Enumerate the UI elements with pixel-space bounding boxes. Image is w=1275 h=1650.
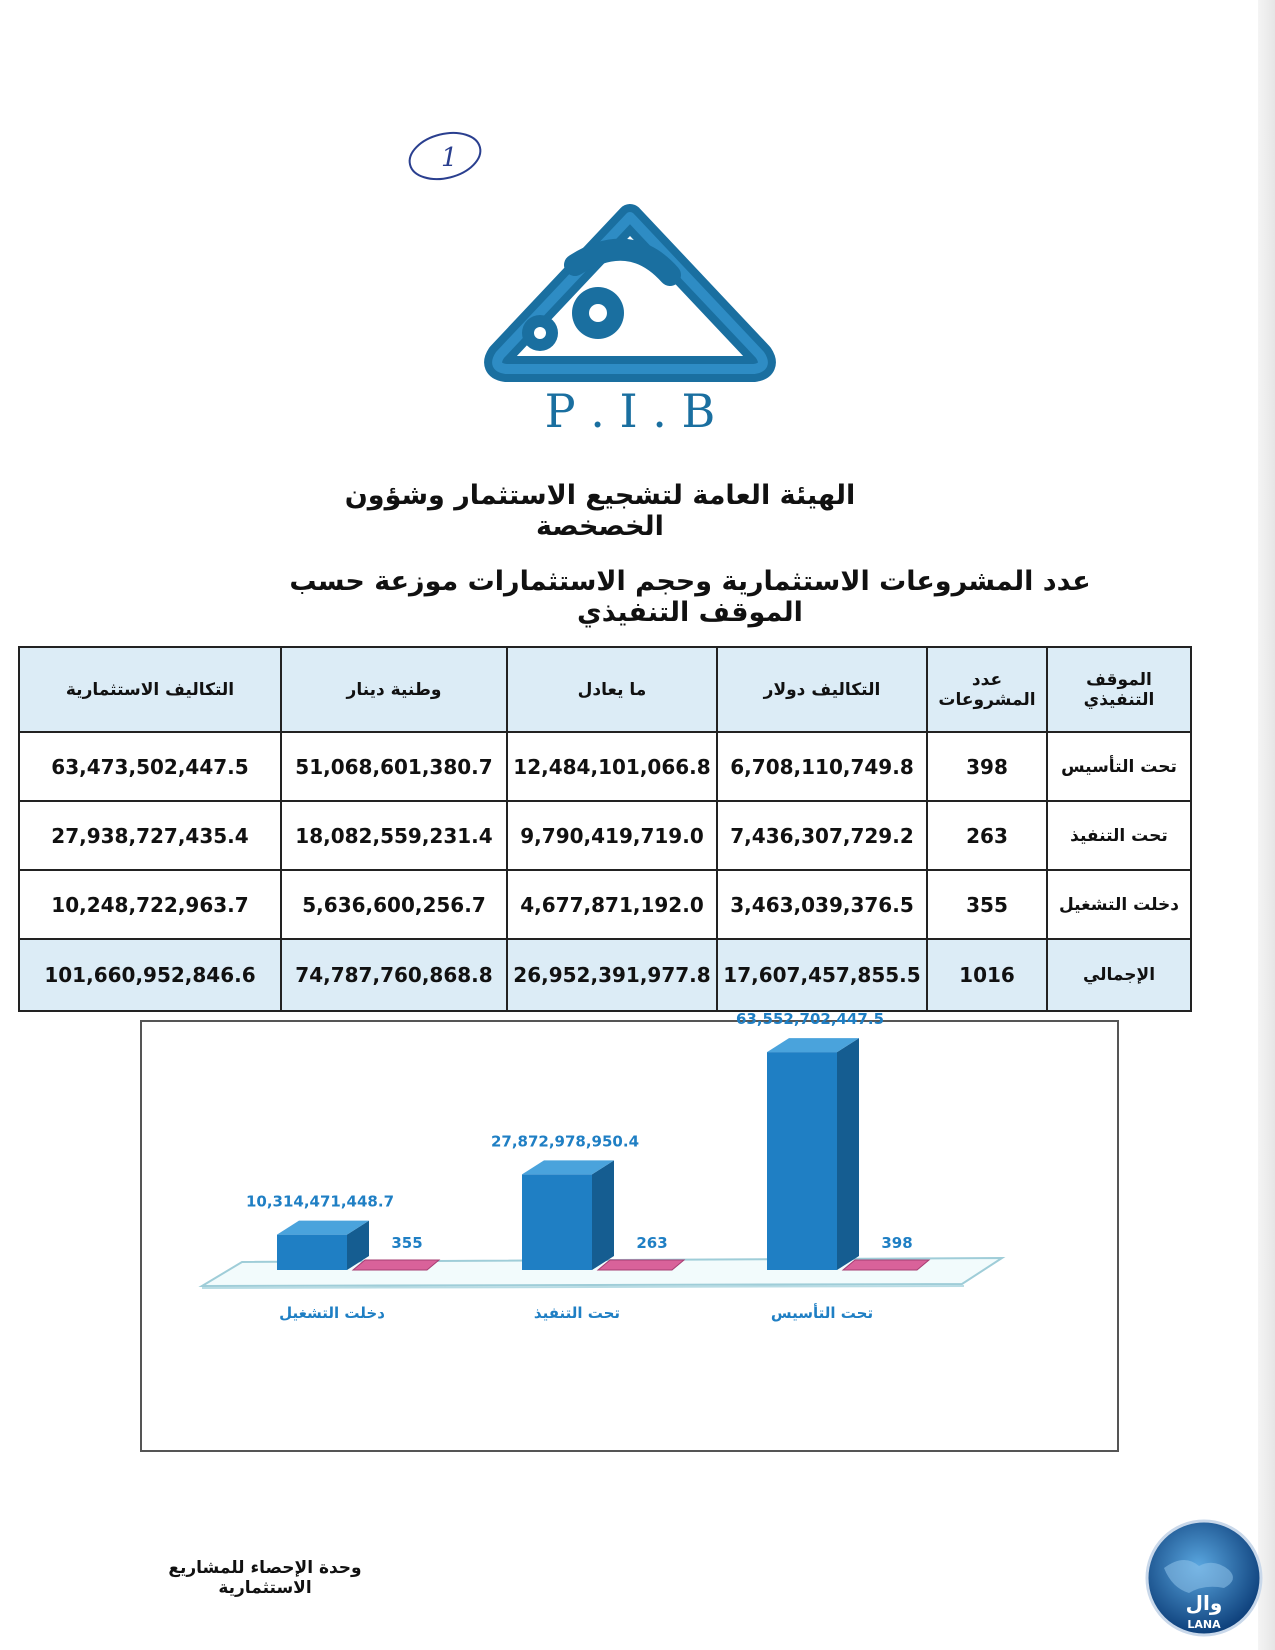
header-usd-costs: التكاليف دولار — [717, 647, 927, 732]
cell-investment-costs: 27,938,727,435.4 — [19, 801, 281, 870]
organization-title: الهيئة العامة لتشجيع الاستثمار وشؤون الخصخصة — [344, 480, 856, 542]
category-label-1: تحت التنفيذ — [533, 1304, 621, 1322]
cell-total-status: الإجمالي — [1047, 939, 1191, 1011]
cell-total-count: 1016 — [927, 939, 1047, 1011]
cell-local-dinar: 5,636,600,256.7 — [281, 870, 507, 939]
category-label-2: تحت التأسيس — [770, 1304, 874, 1322]
pib-logo — [480, 205, 780, 440]
table-row — [19, 801, 1191, 870]
handwritten-mark-text: 1 — [441, 143, 458, 173]
bar-chart — [140, 1010, 1119, 1452]
cell-usd-costs: 6,708,110,749.8 — [717, 732, 927, 801]
category-label-0: دخلت التشغيل — [279, 1304, 385, 1322]
bar-main-side-1 — [592, 1160, 614, 1270]
data-table-container — [18, 646, 1190, 1012]
cell-total-local-dinar: 74,787,760,868.8 — [281, 939, 507, 1011]
handwritten-page-number — [405, 128, 485, 186]
chart-canvas — [142, 1010, 1117, 1450]
table-title: عدد المشروعات الاستثمارية وحجم الاستثمارات موزعة حسب الموقف التنفيذي — [289, 566, 1091, 628]
bar-count-0 — [353, 1260, 439, 1270]
bar-count-label-1: 263 — [636, 1234, 668, 1252]
cell-status: تحت التنفيذ — [1047, 801, 1191, 870]
cell-equivalent: 4,677,871,192.0 — [507, 870, 717, 939]
cell-total-investment-costs: 101,660,952,846.6 — [19, 939, 281, 1011]
bar-count-2 — [843, 1260, 929, 1270]
scan-edge — [1258, 0, 1275, 1650]
bar-main-label-1: 27,872,978,950.4 — [490, 1132, 640, 1151]
investment-status-table — [18, 646, 1192, 1012]
cell-count: 398 — [927, 732, 1047, 801]
watermark-latin: LANA — [1187, 1618, 1221, 1631]
cell-usd-costs: 3,463,039,376.5 — [717, 870, 927, 939]
table-header-row — [19, 647, 1191, 732]
header-investment-costs: التكاليف الاستثمارية — [19, 647, 281, 732]
cell-investment-costs: 10,248,722,963.7 — [19, 870, 281, 939]
bar-main-side-2 — [837, 1038, 859, 1270]
lana-watermark-logo — [1144, 1518, 1264, 1638]
cell-investment-costs: 63,473,502,447.5 — [19, 732, 281, 801]
cell-count: 355 — [927, 870, 1047, 939]
footer-note: وحدة الإحصاء للمشاريع الاستثمارية — [168, 1558, 362, 1598]
header-local-dinar: وطنية دينار — [281, 647, 507, 732]
cell-local-dinar: 18,082,559,231.4 — [281, 801, 507, 870]
logo-letters: P . I . B — [544, 384, 716, 438]
bar-main-label-2: 63,552,702,447.5 — [735, 1010, 885, 1029]
header-count: عدد المشروعات — [927, 647, 1047, 732]
cell-total-usd-costs: 17,607,457,855.5 — [717, 939, 927, 1011]
header-equivalent: ما يعادل — [507, 647, 717, 732]
bar-main-1 — [522, 1174, 592, 1270]
table-row — [19, 732, 1191, 801]
bar-count-label-2: 398 — [881, 1234, 913, 1252]
cell-status: تحت التأسيس — [1047, 732, 1191, 801]
table-total-row — [19, 939, 1191, 1011]
table-row — [19, 870, 1191, 939]
header-status: الموقف التنفيذي — [1047, 647, 1191, 732]
cell-usd-costs: 7,436,307,729.2 — [717, 801, 927, 870]
bar-main-0 — [277, 1235, 347, 1270]
watermark-arabic: وال — [1185, 1591, 1223, 1615]
cell-equivalent: 9,790,419,719.0 — [507, 801, 717, 870]
bar-count-1 — [598, 1260, 684, 1270]
bar-main-2 — [767, 1052, 837, 1270]
cell-status: دخلت التشغيل — [1047, 870, 1191, 939]
cell-equivalent: 12,484,101,066.8 — [507, 732, 717, 801]
bar-main-label-0: 10,314,471,448.7 — [245, 1192, 395, 1211]
cell-total-equivalent: 26,952,391,977.8 — [507, 939, 717, 1011]
cell-local-dinar: 51,068,601,380.7 — [281, 732, 507, 801]
cell-count: 263 — [927, 801, 1047, 870]
bar-count-label-0: 355 — [391, 1234, 423, 1252]
